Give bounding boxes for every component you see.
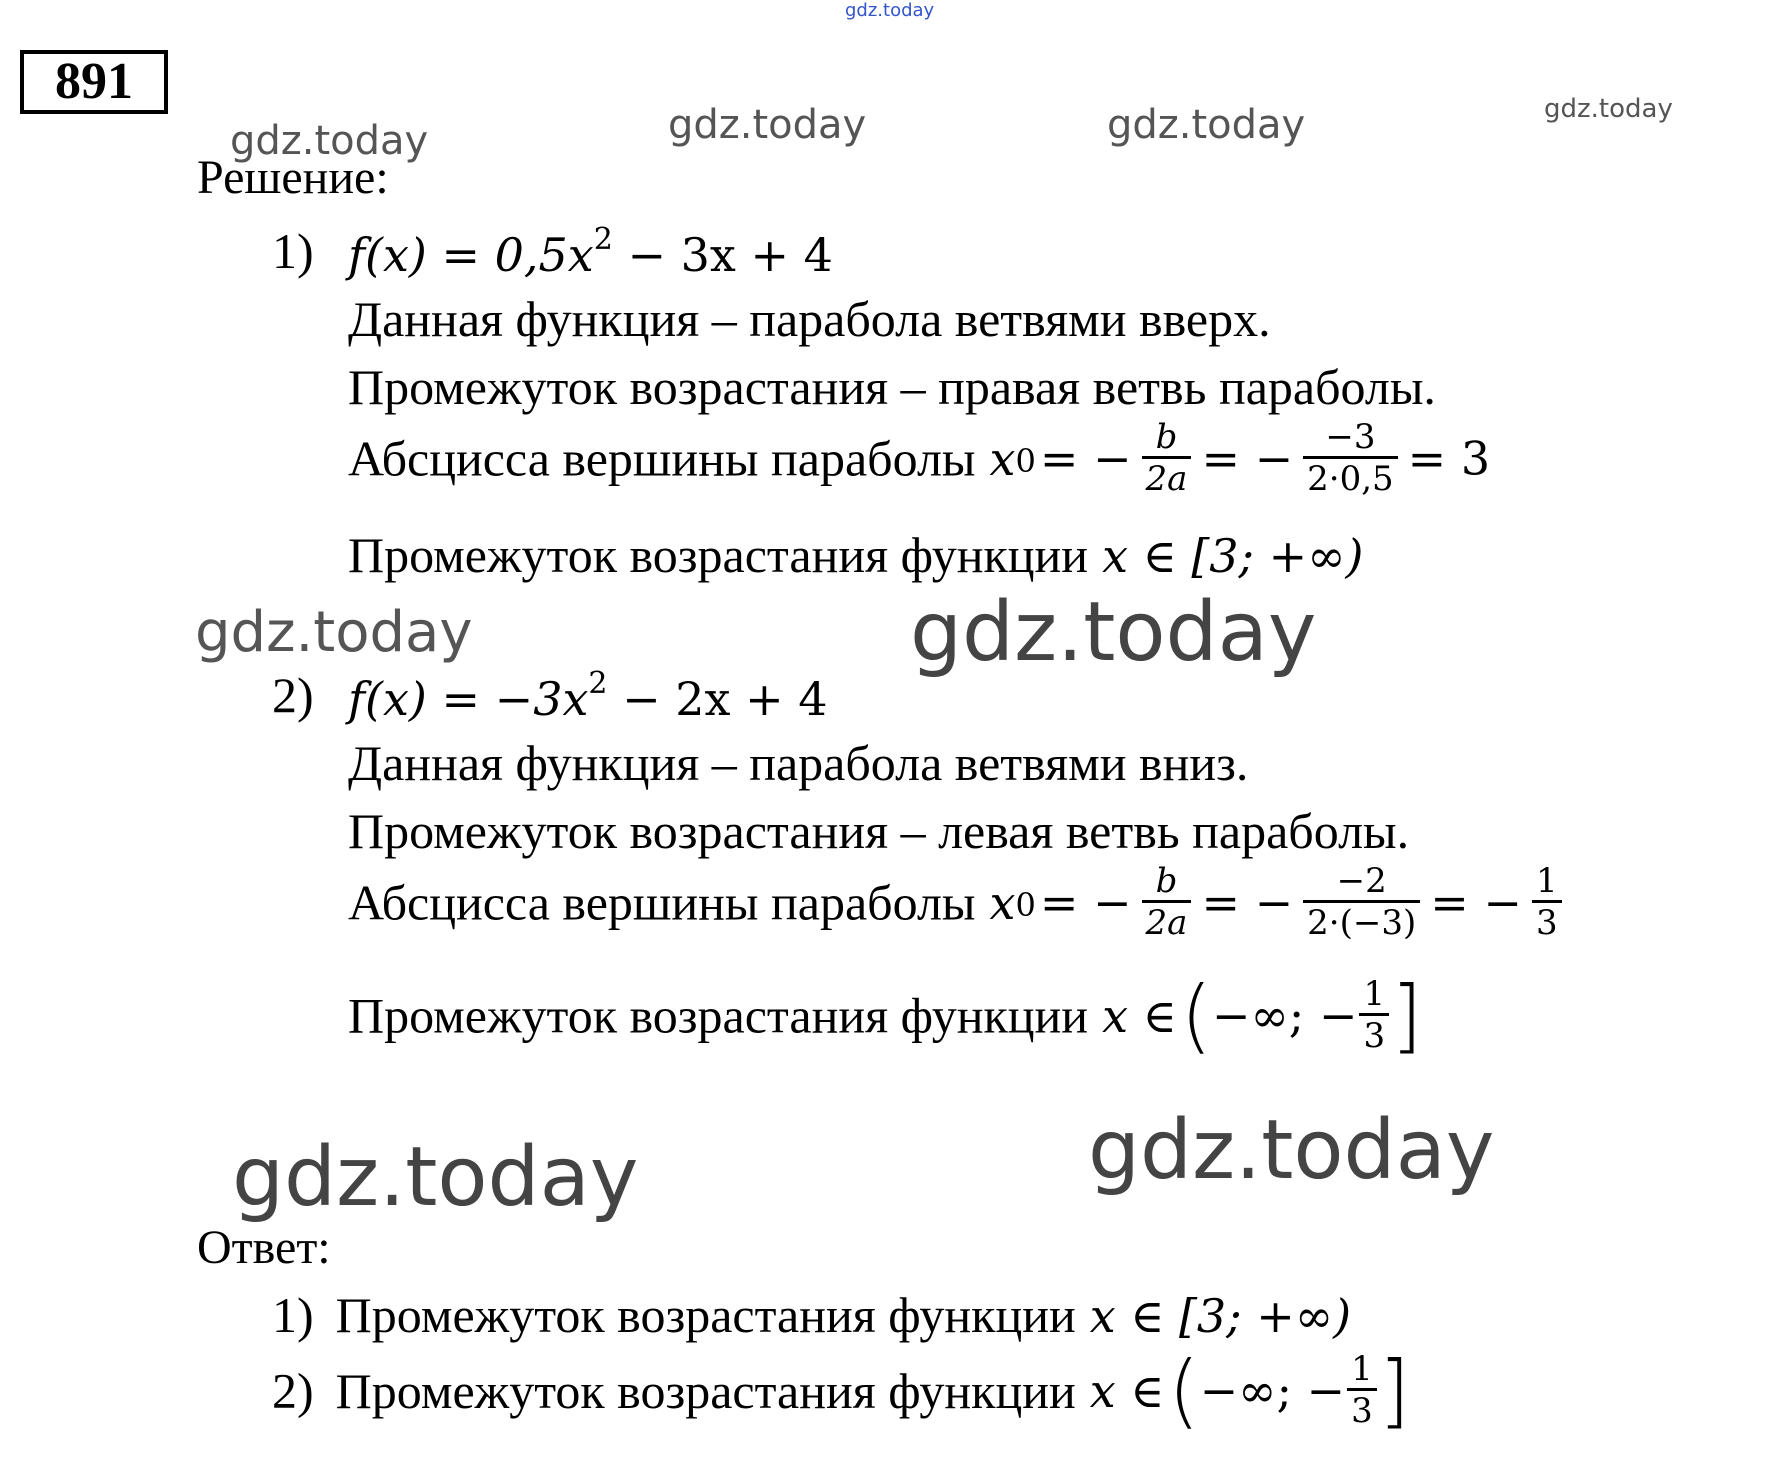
fraction-one-third: $\frac{1}{3}$ — [1359, 975, 1389, 1056]
watermark: gdz.today — [1544, 94, 1673, 124]
function-lhs: f(x) = −3x — [348, 672, 589, 726]
interval-inner: −∞; − — [1211, 988, 1358, 1043]
answer-2 — [272, 1343, 1410, 1437]
fraction-value: $\frac{-2}{2\cdot(-3)}$ — [1303, 862, 1420, 943]
equals-minus: = − — [1430, 875, 1522, 930]
open-paren: ( — [1168, 1343, 1200, 1437]
answer-heading: Ответ: — [197, 1221, 331, 1274]
watermark: gdz.today — [195, 600, 473, 665]
answer-inner: −∞; − — [1199, 1363, 1346, 1418]
fraction-one-third: $\frac{1}{3}$ — [1347, 1350, 1377, 1431]
part1-interval-line — [348, 526, 1363, 584]
vertex-text: Абсцисса вершины параболы — [348, 430, 976, 487]
vertex-sub: 0 — [1015, 886, 1036, 925]
interval-text: Промежуток возрастания функции — [348, 527, 1089, 583]
watermark: gdz.today — [230, 118, 429, 164]
equals-minus: = − — [1039, 431, 1132, 486]
watermark: gdz.today — [1088, 1103, 1495, 1198]
function-lhs: f(x) = 0,5x — [348, 228, 594, 282]
interval-text: Промежуток возрастания функции — [348, 987, 1089, 1044]
exponent: 2 — [593, 222, 613, 257]
watermark: gdz.today — [1107, 102, 1306, 148]
result: = 3 — [1407, 431, 1491, 486]
answer-1 — [272, 1286, 1351, 1344]
part2-function — [348, 666, 828, 726]
answer-math-prefix: x ∈ — [1089, 1363, 1165, 1418]
fraction-value: $\frac{-3}{2\cdot 0,5}$ — [1303, 418, 1398, 499]
part2-vertex-line — [348, 862, 1568, 943]
interval-math: x ∈ [3; +∞) — [1102, 529, 1364, 583]
equals-minus: = − — [1039, 875, 1132, 930]
watermark: gdz.today — [232, 1130, 639, 1225]
fraction-b-2a: $\frac{b}{2a}$ — [1142, 862, 1192, 943]
part1-line2: Промежуток возрастания – правая ветвь параболы. — [348, 359, 1436, 415]
vertex-sub: 0 — [1015, 442, 1036, 481]
equals-minus: = − — [1201, 875, 1294, 930]
part1-line1: Данная функция – парабола ветвями вверх. — [348, 291, 1271, 347]
answer-text: Промежуток возрастания функции — [335, 1362, 1076, 1419]
fraction-b-2a: $\frac{b}{2a}$ — [1142, 418, 1192, 499]
vertex-text: Абсцисса вершины параболы — [348, 874, 976, 931]
answer-math: x ∈ [3; +∞) — [1089, 1289, 1352, 1343]
part2-interval-line — [348, 968, 1423, 1062]
interval-math-prefix: x ∈ — [1102, 988, 1177, 1043]
answer-label: 1) — [272, 1287, 314, 1343]
close-bracket: ] — [1378, 1343, 1410, 1437]
exponent: 2 — [588, 666, 608, 701]
answer-label: 2) — [272, 1362, 314, 1419]
watermark: gdz.today — [668, 102, 867, 148]
solution-heading: Решение: — [197, 151, 389, 204]
part1-vertex-line — [348, 418, 1490, 499]
part2-label: 2) — [272, 667, 314, 723]
part2-line1: Данная функция – парабола ветвями вниз. — [348, 735, 1249, 791]
part1-function — [348, 222, 833, 282]
watermark: gdz.today — [910, 585, 1317, 680]
close-bracket: ] — [1391, 968, 1423, 1062]
watermark: gdz.today — [845, 0, 935, 21]
vertex-var: x — [989, 875, 1016, 930]
open-paren: ( — [1180, 968, 1212, 1062]
vertex-var: x — [989, 431, 1016, 486]
function-rhs: − 2x + 4 — [607, 672, 828, 726]
problem-number: 891 — [20, 50, 168, 114]
equals-minus: = − — [1201, 431, 1294, 486]
part1-label: 1) — [272, 223, 314, 279]
answer-text: Промежуток возрастания функции — [335, 1287, 1076, 1343]
fraction-one-third: $\frac{1}{3}$ — [1532, 862, 1562, 943]
part2-line2: Промежуток возрастания – левая ветвь параболы. — [348, 803, 1410, 859]
function-rhs: − 3x + 4 — [612, 228, 833, 282]
